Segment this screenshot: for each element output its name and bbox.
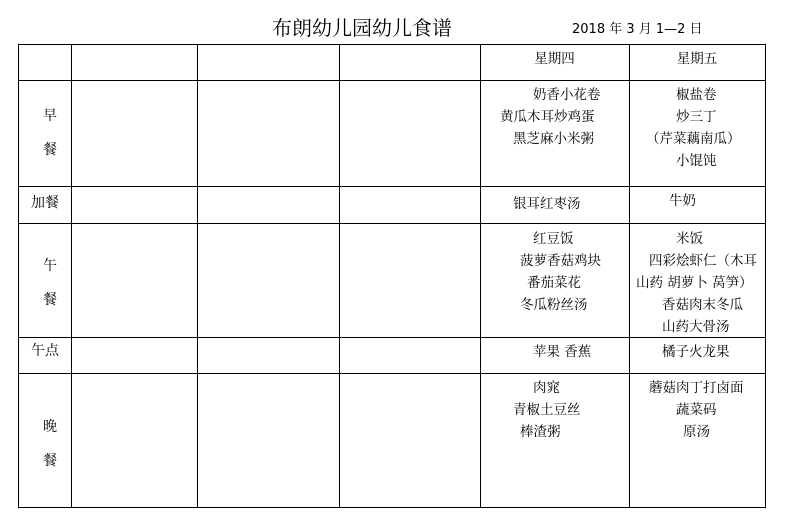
row-divider (18, 373, 766, 374)
col-divider (765, 44, 766, 508)
menu-item: 蔬菜码 (676, 402, 717, 418)
meal-label-char: 餐 (43, 292, 57, 308)
menu-item: 青椒土豆丝 (513, 402, 581, 418)
meal-label-breakfast (38, 99, 62, 167)
row-divider (18, 80, 766, 81)
menu-item: 黑芝麻小米粥 (513, 131, 594, 147)
col-divider (629, 44, 630, 508)
row-divider (18, 186, 766, 187)
meal-label-char: 餐 (43, 453, 57, 469)
menu-item: 冬瓜粉丝汤 (520, 297, 588, 313)
menu-date: 2018 年 3 月 1—2 日 (572, 22, 703, 37)
menu-item: 肉窕 (533, 380, 560, 396)
meal-label-dinner (38, 410, 62, 478)
menu-item: 炒三丁 (676, 109, 717, 125)
col-divider (71, 44, 72, 508)
menu-item: 米饭 (676, 231, 703, 247)
meal-label-char: 晚 (43, 419, 57, 435)
meal-label-snack1: 加餐 (31, 195, 59, 211)
menu-item: 香菇肉末冬瓜 (662, 297, 743, 313)
row-divider (18, 337, 766, 338)
meal-label-snack2: 午点 (31, 343, 59, 359)
row-divider (18, 223, 766, 224)
menu-item: 牛奶 (669, 193, 696, 209)
col-divider (197, 44, 198, 508)
col-divider (18, 44, 19, 508)
menu-item: 小馄饨 (676, 153, 717, 169)
menu-item: 奶香小花卷 (533, 87, 601, 103)
menu-item: 黄瓜木耳炒鸡蛋 (500, 109, 595, 125)
menu-item: 银耳红枣汤 (513, 196, 581, 212)
menu-item: 橘子火龙果 (662, 344, 730, 360)
meal-label-char: 午 (43, 258, 57, 274)
menu-item: 四彩烩虾仁（木耳 (649, 253, 757, 269)
menu-item: 番茄菜花 (527, 275, 581, 291)
header-thursday: 星期四 (534, 51, 575, 67)
col-divider (339, 44, 340, 508)
menu-item: 山药 胡萝卜 莴笋） (636, 275, 753, 291)
meal-label-char: 餐 (43, 142, 57, 158)
menu-item: 菠萝香菇鸡块 (520, 253, 601, 269)
menu-item: 棒渣粥 (520, 424, 561, 440)
meal-label-char: 早 (43, 108, 57, 124)
menu-item: （芹菜藕南瓜） (646, 131, 741, 147)
menu-item: 椒盐卷 (676, 87, 717, 103)
table-border-bottom (18, 507, 766, 508)
page-title: 布朗幼儿园幼儿食谱 (272, 16, 452, 40)
header-friday: 星期五 (676, 51, 718, 67)
col-divider (480, 44, 481, 508)
meal-label-lunch (38, 249, 62, 317)
menu-item: 山药大骨汤 (662, 319, 730, 335)
menu-item: 红豆饭 (533, 231, 574, 247)
table-border-top (18, 44, 766, 45)
menu-item: 苹果 香蕉 (533, 344, 592, 360)
menu-item: 蘑菇肉丁打卤面 (649, 380, 744, 396)
menu-item: 原汤 (683, 424, 710, 440)
